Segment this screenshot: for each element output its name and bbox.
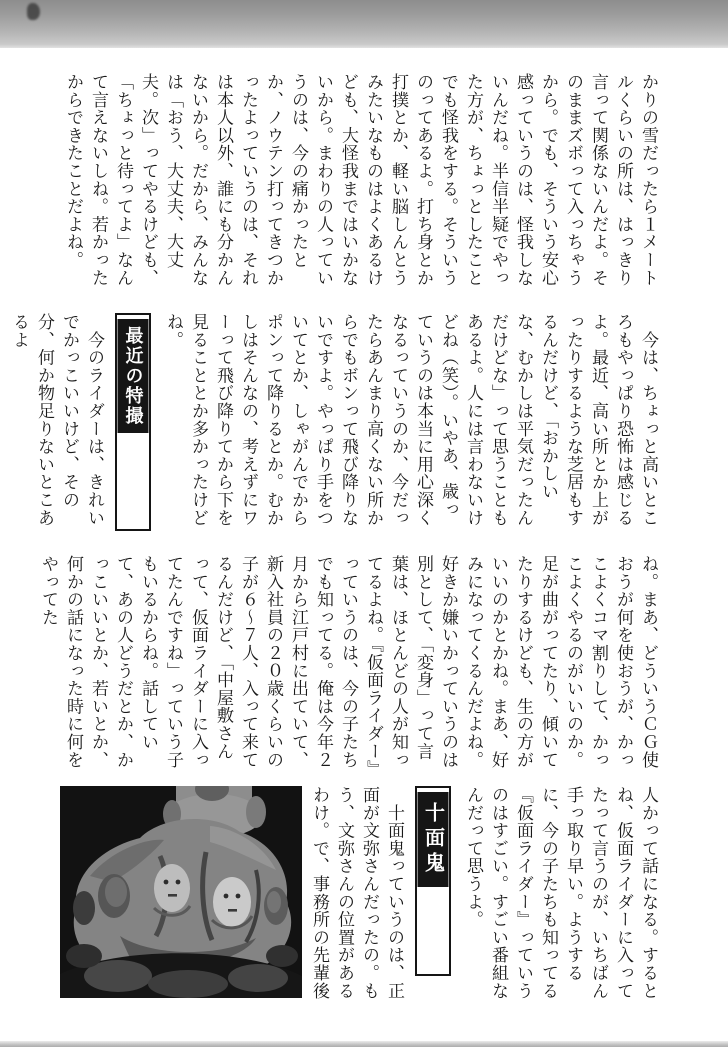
text-block-4 xyxy=(44,786,660,1006)
section-header-label: 最近の特撮 xyxy=(118,319,149,433)
paragraph-interview-3: 今のライダーは、きれいでかっこいいけど、その分、何か物足りないとこあるよ xyxy=(9,313,104,527)
text-block-2 xyxy=(9,313,660,533)
text-block-1 xyxy=(44,73,660,293)
section-header-saikin-no-tokusatsu xyxy=(115,313,151,531)
page-top-gradient-bar xyxy=(0,0,728,48)
page-bottom-edge xyxy=(0,1041,728,1047)
text-block-3 xyxy=(38,555,660,775)
section-header-label: 十面鬼 xyxy=(418,792,449,887)
paragraph-interview-1: かりの雪だったら１メートルくらいの所は、はっきり言って関係ないんだよ。そのままズボって入っちゃうから。でも、そういう安心感っていうのは、怪我しないんだね。半信半疑でやった方が、ちょっとしたことでも怪我をする。そういうのってあるよ。打ち身とか打撲とか、軽い脳しんとうみたいなものはよくあるけども、大怪我まではいかないから。まわりの人っていうのは、今の痛かったとか、ノウテン打ってきつかったよっていうのは、それは本人以外、誰にも分かんないから。だから、みんなは「おう、大丈夫、大丈夫。次」ってやるけども、「ちょっと待ってよ」なんて言えないしね。若かったからできたことだよね。 xyxy=(63,73,658,287)
paragraph-interview-4: ね。まあ、どういうＣＧ使おうが何を使おうが、かっこよくコマ割りして、かっこよくやるのがいいのか。足が曲がってたり、傾いてたりするけども、生の方がいいのかとかね。まあ、好みになってくるんだよね。好きか嫌いかっていうのは別として、「変身」って言葉は、ほとんどの人が知ってるよね。『仮面ライダー』っていうのは、今の子たちでも知ってる。俺は今年２月から江戸村に出ていて、新入社員の２０歳くらいの子が６〜７人、入って来てるんだけど、「中屋敷さんって、仮面ライダーに入ってたんですね」っていう子もいるからね。話していて、あの人どうだとか、かっこいいとか、若いとか、何かの話になった時に何をやってた xyxy=(38,555,658,770)
section-header-jumenki xyxy=(415,786,451,976)
paragraph-interview-6: 十面鬼っていうのは、正面が文弥さんだったの。もう、文弥さんの位置があるわけ。で、事務所の先輩後 xyxy=(309,786,404,1000)
paragraph-interview-5: 人かって話になる。するとね、仮面ライダーに入ってたって言うのが、いちばん手っ取り早い。ようするに、今の子たちも知ってる『仮面ライダー』っていうのはすごい。すごい番組なんだって思うよ。 xyxy=(463,786,658,1000)
ink-smudge xyxy=(27,3,40,20)
sculpture-photo-image xyxy=(60,786,302,998)
paragraph-interview-2: 今は、ちょっと高いところもやっぱり恐怖は感じるよ。最近、高い所とか上がったりするような芝居もするんだけど、「おかしいな、むかしは平気だったんだけどな」って思うこともあるよ。人には言わないけどね（笑）。いやあ、歳っていうのは本当に用心深くなるっていうのか、今だったらあんまり高くない所からでもボンって飛び降りないですよ。やっぱり手をついてとか、しゃがんでからポンって降りるとか。むかしはそんなの、考えずにワーって飛び降りてから下を見ることとか多かったけどね。 xyxy=(163,313,658,527)
ten-faced-demon-photo xyxy=(60,786,302,998)
